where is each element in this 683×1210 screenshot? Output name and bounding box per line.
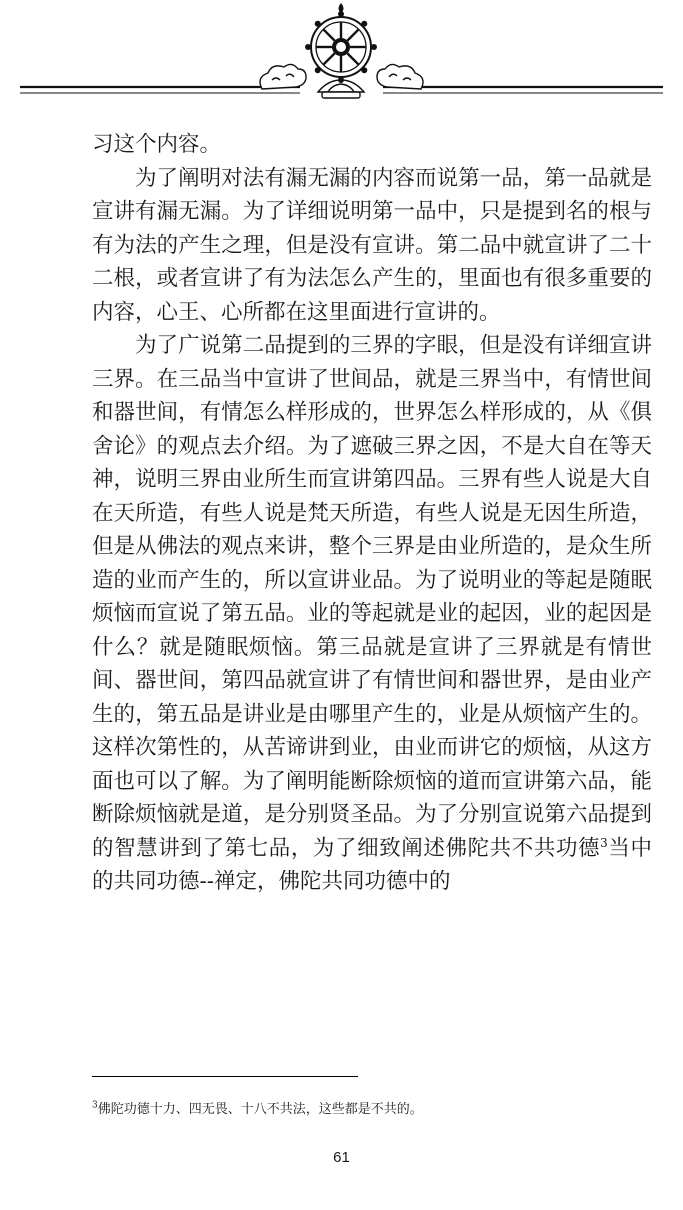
- footnote-number: 3: [92, 1100, 98, 1111]
- paragraph-text: 为了阐明对法有漏无漏的内容而说第一品，第一品就是宣讲有漏无漏。为了详细说明第一品中，只是提到名的根与有为法的产生之理，但是没有宣讲。第二品中就宣讲了二十二根，或者宣讲了有为法怎么产生的，里面也有很多重要的内容，心王、心所都在这里面进行宣讲的。: [92, 165, 652, 325]
- paragraph-text: 当中的共同功德--禅定，佛陀共同功德中的: [92, 835, 652, 894]
- paragraph-1: [92, 128, 652, 162]
- footnote-reference[interactable]: 3: [600, 835, 608, 850]
- footnote-text: 佛陀功德十力、四无畏、十八不共法，这些都是不共的。: [97, 1102, 423, 1117]
- header-ornament: [0, 0, 683, 115]
- cloud-left-icon: [260, 64, 306, 89]
- paragraph-text: 习这个内容。: [92, 132, 222, 157]
- body-text: [92, 128, 652, 899]
- page-number: 61: [333, 1149, 350, 1166]
- dharma-wheel-icon: [305, 3, 377, 83]
- footnote: [92, 1100, 652, 1120]
- paragraph-3: [92, 329, 652, 899]
- cloud-right-icon: [377, 64, 423, 89]
- paragraph-2: [92, 162, 652, 330]
- paragraph-text: 为了广说第二品提到的三界的字眼，但是没有详细宣讲三界。在三品当中宣讲了世间品，就是三界当中，有情世间和器世间，有情怎么样形成的，世界怎么样形成的，从《俱舍论》的观点去介绍。为了遮破三界之因，不是大自在等天神，说明三界由业所生而宣讲第四品。三界有些人说是大自在天所造，有些人说是梵天所造，有些人说是无因生所造，但是从佛法的观点来讲，整个三界是由业所造的，是众生所造的业而产生的，所以宣讲业品。为了说明业的等起是随眠烦恼而宣说了第五品。业的等起就是业的起因，业的起因是什么？就是随眠烦恼。第三品就是宣讲了三界就是有情世间、器世间，第四品就宣讲了有情世间和器世界，是由业产生的，第五品是讲业是由哪里产生的，业是从烦恼产生的。这样次第性的，从苦谛讲到业，由业而讲它的烦恼，从这方面也可以了解。为了阐明能断除烦恼的道而宣讲第六品，能断除烦恼就是道，是分别贤圣品。为了分别宣说第六品提到的智慧讲到了第七品，为了细致阐述佛陀共不共功德: [92, 333, 652, 861]
- footnote-separator: [92, 1076, 358, 1077]
